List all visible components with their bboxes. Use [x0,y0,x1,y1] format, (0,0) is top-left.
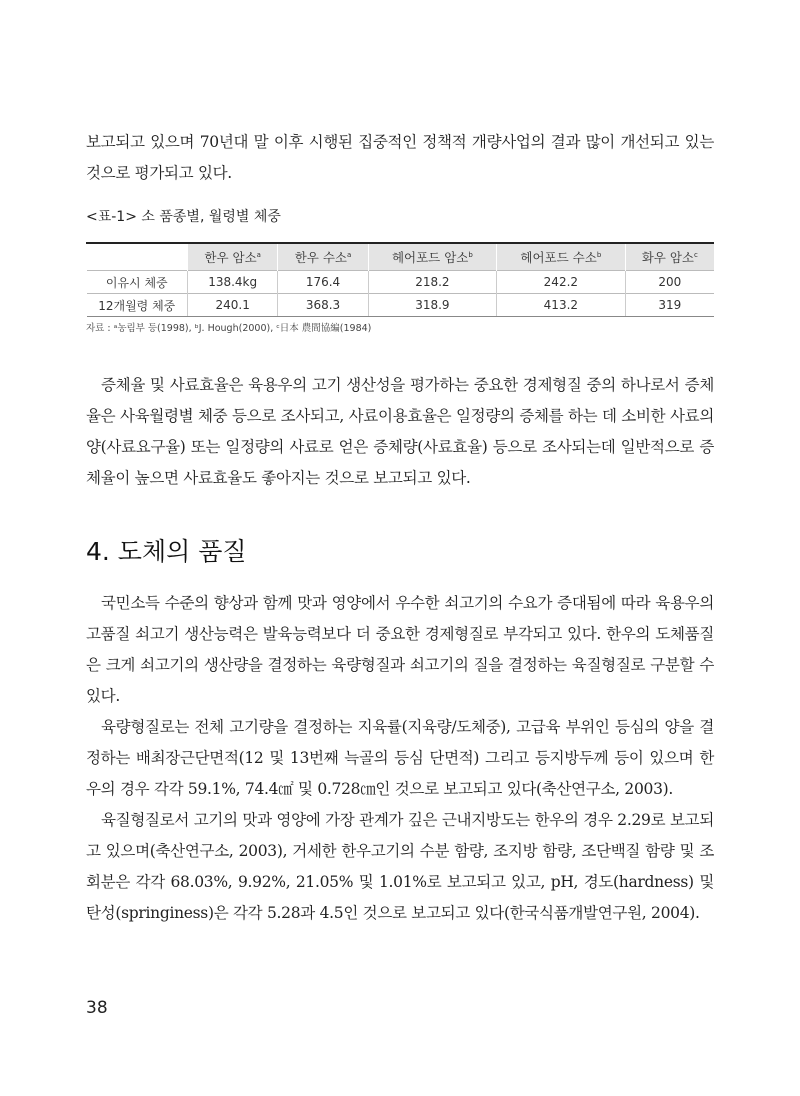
table-header-hereford-bull: 헤어포드 수소$^b$ [497,243,625,271]
row-label: 12개월령 체중 [87,294,188,317]
table-source-note: 자료 : ᵃ농림부 등(1998), ᵇJ. Hough(2000), ᶜ日本 農間協編(1984) [86,323,372,334]
paragraph-yield-traits: 육량형질로는 전체 고기량을 결정하는 지육률(지육량/도체중), 고급육 부위인 등심의 양을 결정하는 배최장근단면적(12 및 13번째 늑골의 등심 단면적) 그리고 등지방두께 등이 있으며 한우의 경우 각각 59.1%, 74.4㎠ 및 0.728㎝인 것으로 보고되고 있다(축산연구소, 2003). [86,718,714,798]
weight-table [86,242,714,317]
table-cell: 368.3 [278,294,368,317]
table-cell: 318.9 [368,294,496,317]
table-header-hanwoo-cow: 한우 암소$^a$ [188,243,278,271]
paragraph-feed-efficiency: 증체율 및 사료효율은 육용우의 고기 생산성을 평가하는 중요한 경제형질 중의 하나로서 증체율은 사육월령별 체중 등으로 조사되고, 사료이용효율은 일정량의 증체를 하는 데 소비한 사료의 양(사료요구율) 또는 일정량의 사료로 얻은 증체량(사료효율) 등으로 조사되는데 일반적으로 증체율이 높으면 사료효율도 좋아지는 것으로 보고되고 있다. [86,376,714,487]
table-cell: 319 [625,294,714,317]
table-title: <표-1> 소 품종별, 월령별 체중 [86,209,281,225]
intro-paragraph: 보고되고 있으며 70년대 말 이후 시행된 집중적인 정책적 개량사업의 결과 많이 개선되고 있는 것으로 평가되고 있다. [86,133,714,182]
row-label: 이유시 체중 [87,271,188,294]
section-heading: 4. 도체의 품질 [86,537,247,566]
table-cell: 176.4 [278,271,368,294]
table-row [87,271,715,294]
table-cell: 200 [625,271,714,294]
table-cell: 218.2 [368,271,496,294]
table-cell: 242.2 [497,271,625,294]
table-header-hereford-cow: 헤어포드 암소$^b$ [368,243,496,271]
table-header-hanwoo-bull: 한우 수소$^a$ [278,243,368,271]
paragraph-quality-traits: 육질형질로서 고기의 맛과 영양에 가장 관계가 깊은 근내지방도는 한우의 경우 2.29로 보고되고 있으며(축산연구소, 2003), 거세한 한우고기의 수분 함량, 조지방 함량, 조단백질 함량 및 조회분은 각각 68.03%, 9.92%, 21.05% 및 1.01%로 보고되고 있고, pH, 경도(hardness) 및 탄성(springiness)은 각각 5.28과 4.5인 것으로 보고되고 있다(한국식품개발연구원, 2004). [86,811,714,922]
table-header-wagyu-cow: 화우 암소$^c$ [625,243,714,271]
table-header-blank [87,243,188,271]
table-header-row [87,243,715,271]
page-number: 38 [86,998,108,1018]
table-cell: 240.1 [188,294,278,317]
table-cell: 413.2 [497,294,625,317]
table-cell: 138.4kg [188,271,278,294]
table-row [87,294,715,317]
paragraph-carcass-intro: 국민소득 수준의 향상과 함께 맛과 영양에서 우수한 쇠고기의 수요가 증대됨에 따라 육용우의 고품질 쇠고기 생산능력은 발육능력보다 더 중요한 경제형질로 부각되고 있다. 한우의 도체품질은 크게 쇠고기의 생산량을 결정하는 육량형질과 쇠고기의 질을 결정하는 육질형질로 구분할 수 있다. [86,594,714,705]
